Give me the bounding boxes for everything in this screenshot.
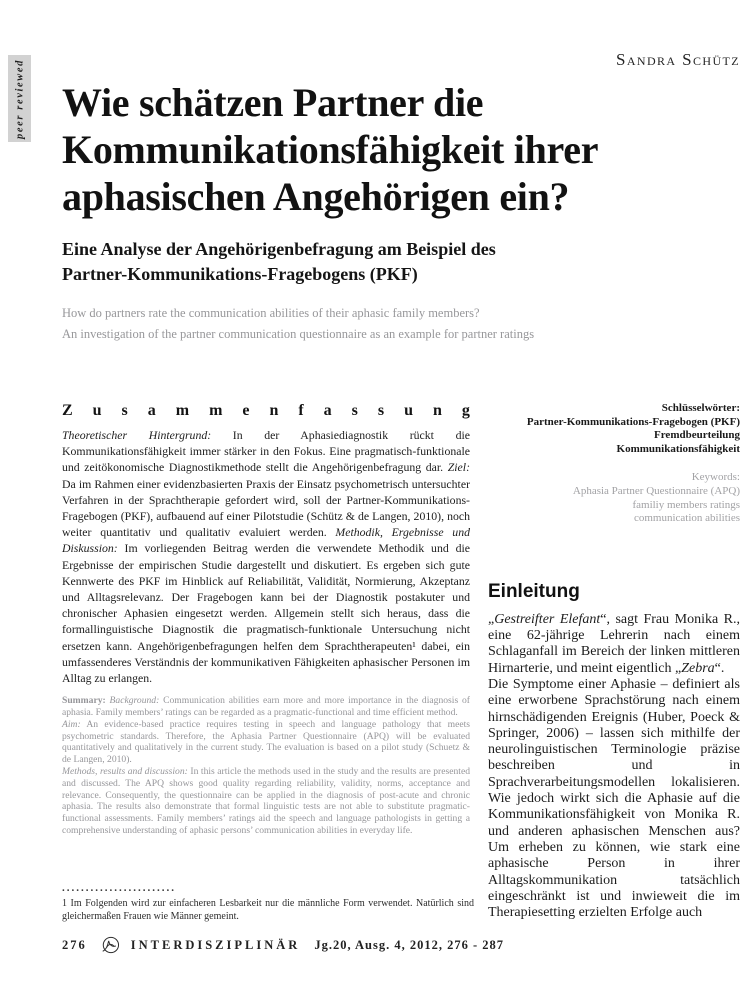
keywords-english-block [488, 471, 740, 525]
summary-english [62, 695, 470, 837]
footnote-separator: ........................ [62, 882, 176, 894]
keywords-german-heading: Schlüsselwörter: [661, 402, 740, 414]
einleitung-paragraph-1: „Gestreifter Elefant“, sagt Frau Monika R., eine 62-jährige Lehrerin nach einem Schlaganfall im Bereich der linken mittleren Hirnarterie, und meint eigentlich „Zebra“. [488, 611, 740, 676]
journal-name: INTERDISZIPLINÄR [130, 937, 301, 952]
page-footer [62, 935, 740, 955]
subtitle-line-2: Partner-Kommunikations-Fragebogens (PKF) [62, 264, 418, 284]
english-abstract-line-1: How do partners rate the communication abilities of their aphasic family members? [62, 306, 480, 320]
right-column [488, 402, 740, 921]
author-name: Sandra Schütz [615, 50, 740, 69]
peer-reviewed-badge [8, 55, 31, 142]
english-abstract [62, 303, 702, 345]
zusammenfassung-heading: Z u s a m m e n f a s s u n g [62, 402, 470, 419]
footnote [62, 884, 474, 923]
einleitung-heading: Einleitung [488, 580, 580, 602]
keyword-german-item: Partner-Kommunikations-Fragebogen (PKF) [526, 415, 740, 428]
title-line-2: Kommunikationsfähigkeit ihrer [62, 127, 599, 172]
zusammenfassung-paragraph: Theoretischer Hintergrund: In der Aphasiediagnostik rückt die Kommunikationsfähigkeit immer stärker in den Fokus. Eine pragmatisch-funktionale und zeitökonomische Diagnostikmethode stellt die Angehörigenbefragung dar. Ziel: Da im Rahmen einer evidenzbasierten Praxis der Einsatz psychometrisch untersuchter Verfahren in der Sprachtherapie gefordert wird, soll der Partner-Kommunikations-Fragebogen (PKF), aufbauend auf einer Pilotstudie (Schütz & de Langen, 2010), noch weiter quantitativ und qualitativ evaluiert werden. Methodik, Ergebnisse und Diskussion: Im vorliegenden Beitrag werden die verwendete Methodik und die Ergebnisse der empirischen Studie dargestellt und diskutiert. Es ergeben sich gute Kennwerte des PKF im Hinblick auf Reliabilität, Validität, Normierung, Akzeptanz und Alltagsrelevanz. Der Fragebogen kann bei der Diagnostik postakuter und chronischer Aphasien eingesetzt werden. Allgemein stellt sich heraus, dass die formallinguistische Diagnostik die pragmatisch-funktionale Untersuchung nicht ersetzen kann. Angehörigenbefragungen helfen dem Sprachtherapeuten¹ dabei, ein umfassenderes Verständnis der kommunikativen Fähigkeiten aphasischer Personen im Alltag zu erlangen. [62, 428, 470, 686]
keyword-english-item: communication abilities [633, 512, 740, 525]
summary-paragraph-aim: Aim: An evidence-based practice requires testing in speech and language pathology that meets psychometric standards. Therefore, the Aphasia Partner Questionnaire (APQ) will be evaluated quantitatively and qualitatively in the current study. The evaluation is based on a pilot study (Schuetz & de Langen, 2010). [62, 718, 470, 766]
article-title [62, 79, 744, 220]
summary-paragraph-background: Summary: Background: Communication abilities earn more and more importance in the diagnosis of aphasia. Family members’ ratings can be regarded as a pragmatic-functional and time efficient method. [62, 695, 470, 719]
subtitle-line-1: Eine Analyse der Angehörigenbefragung am Beispiel des [62, 239, 496, 259]
summary-paragraph-methods: Methods, results and discussion: In this article the methods used in the study and the results are presented and discussed. The APQ shows good quality regarding reliability, validity, norms, acceptance and relevance. Consequently, the questionnaire can be applied in the diagnosis of post-acute and chronic aphasia. The results also demonstrate that formal linguistic tests are not able to substitute pragmatic-functional assessments. Family members’ ratings aid the speech and language pathologists in getting a comprehensive understanding of aphasic persons’ communication abilities in everyday life. [62, 766, 470, 837]
title-line-1: Wie schätzen Partner die [62, 80, 484, 125]
keyword-german-item: Fremdbeurteilung [654, 429, 740, 442]
einleitung-paragraph-2: Die Symptome einer Aphasie – definiert als eine erworbene Sprachstörung nach einem hirnschädigenden Ereignis (Huber, Poeck & Springer, 2006) – lassen sich mithilfe der neurolinguistischen Terminologie präzise beschreiben und in Sprachverarbeitungsmodellen lokalisieren. Wie jedoch wirkt sich die Aphasie auf die Kommunikationsfähigkeit von Monika R. und anderen aphasischen Menschen aus? Um erheben zu können, wie stark eine aphasische Person in ihrer Alltagskommunikation tatsächlich eingeschränkt ist und inwieweit die im Therapiesetting erzielten Erfolge auch [488, 676, 740, 921]
keyword-german-item: Kommunikationsfähigkeit [616, 442, 740, 455]
english-abstract-line-2: An investigation of the partner communication questionnaire as an example for partner ratings [62, 327, 535, 341]
keyword-english-item: Aphasia Partner Questionnaire (APQ) [572, 484, 740, 497]
left-column [62, 402, 470, 837]
peer-reviewed-label: peer reviewed [14, 58, 25, 139]
keyword-english-item: familiy members ratings [632, 498, 740, 511]
journal-logo-icon [99, 935, 121, 955]
title-line-3: aphasischen Angehörigen ein? [62, 174, 570, 219]
article-subtitle [62, 237, 744, 287]
footnote-text: 1 Im Folgenden wird zur einfacheren Lesbarkeit nur die männliche Form verwendet. Natürlich sind gleichermaßen Frauen wie Männer gemeint. [62, 898, 474, 922]
issue-info: Jg.20, Ausg. 4, 2012, 276 - 287 [314, 937, 505, 952]
keywords-english-heading: Keywords: [691, 471, 740, 484]
keywords-german-block [488, 402, 740, 456]
page-number: 276 [62, 937, 87, 952]
